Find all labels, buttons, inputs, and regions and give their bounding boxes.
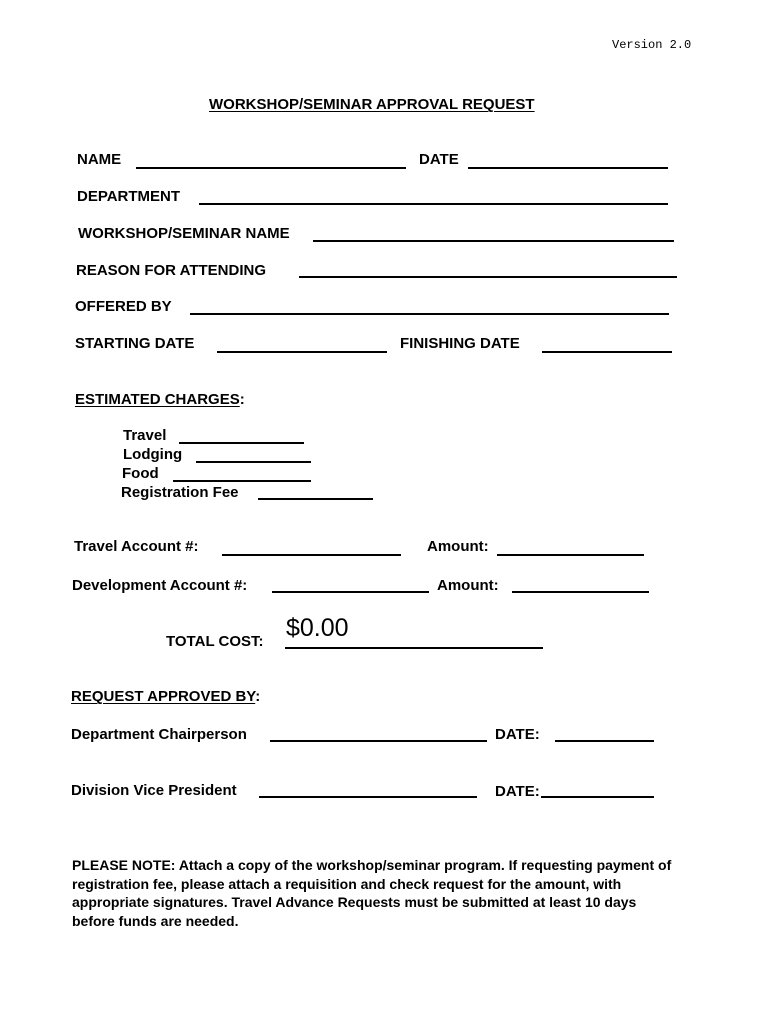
lodging-label: Lodging <box>123 446 183 463</box>
travel-account-label: Travel Account #: <box>74 538 199 555</box>
travel-amount-field[interactable] <box>497 554 644 556</box>
name-label: NAME <box>77 151 122 168</box>
department-label: DEPARTMENT <box>77 188 181 205</box>
date-field[interactable] <box>468 167 668 169</box>
chairperson-date-label: DATE: <box>495 726 540 743</box>
form-title: WORKSHOP/SEMINAR APPROVAL REQUEST <box>209 96 535 113</box>
vice-president-signature-field[interactable] <box>259 796 477 798</box>
offered-by-label: OFFERED BY <box>75 298 172 315</box>
total-cost-field[interactable] <box>285 647 543 649</box>
estimated-charges-text: ESTIMATED CHARGES <box>75 391 240 408</box>
registration-fee-label: Registration Fee <box>121 484 239 501</box>
development-amount-label: Amount: <box>437 577 499 594</box>
name-field[interactable] <box>136 167 406 169</box>
travel-field[interactable] <box>179 442 304 444</box>
finishing-date-field[interactable] <box>542 351 672 353</box>
travel-account-field[interactable] <box>222 554 401 556</box>
chairperson-label: Department Chairperson <box>71 726 247 743</box>
approval-heading <box>71 688 260 706</box>
development-amount-field[interactable] <box>512 591 649 593</box>
workshop-name-label: WORKSHOP/SEMINAR NAME <box>78 225 290 242</box>
offered-by-field[interactable] <box>190 313 669 315</box>
version-label: Version 2.0 <box>612 38 692 52</box>
lodging-field[interactable] <box>196 461 311 463</box>
estimated-charges-heading <box>75 391 245 409</box>
development-account-field[interactable] <box>272 591 429 593</box>
starting-date-field[interactable] <box>217 351 387 353</box>
total-cost-label: TOTAL COST: <box>166 633 264 650</box>
development-account-label: Development Account #: <box>72 577 248 594</box>
finishing-date-label: FINISHING DATE <box>400 335 520 352</box>
workshop-name-field[interactable] <box>313 240 674 242</box>
vice-president-date-label: DATE: <box>495 783 540 800</box>
reason-field[interactable] <box>299 276 677 278</box>
registration-fee-field[interactable] <box>258 498 373 500</box>
vice-president-label: Division Vice President <box>71 782 237 799</box>
approval-heading-text: REQUEST APPROVED BY <box>71 688 256 705</box>
chairperson-signature-field[interactable] <box>270 740 487 742</box>
total-cost-value: $0.00 <box>286 614 349 642</box>
chairperson-date-field[interactable] <box>555 740 654 742</box>
travel-label: Travel <box>123 427 167 444</box>
food-field[interactable] <box>173 480 311 482</box>
starting-date-label: STARTING DATE <box>75 335 195 352</box>
food-label: Food <box>122 465 159 482</box>
date-label: DATE <box>419 151 459 168</box>
estimated-charges-colon: : <box>239 391 245 408</box>
vice-president-date-field[interactable] <box>541 796 654 798</box>
department-field[interactable] <box>199 203 668 205</box>
reason-label: REASON FOR ATTENDING <box>76 262 266 279</box>
approval-heading-colon: : <box>255 688 261 705</box>
please-note-paragraph: PLEASE NOTE: Attach a copy of the workshop/seminar program. If requesting payment of registration fee, please attach a requisition and check request for the amount, with appropriate signatures. Travel Advance Requests must be submitted at least 10 days before funds are needed. <box>72 857 672 929</box>
travel-amount-label: Amount: <box>427 538 489 555</box>
